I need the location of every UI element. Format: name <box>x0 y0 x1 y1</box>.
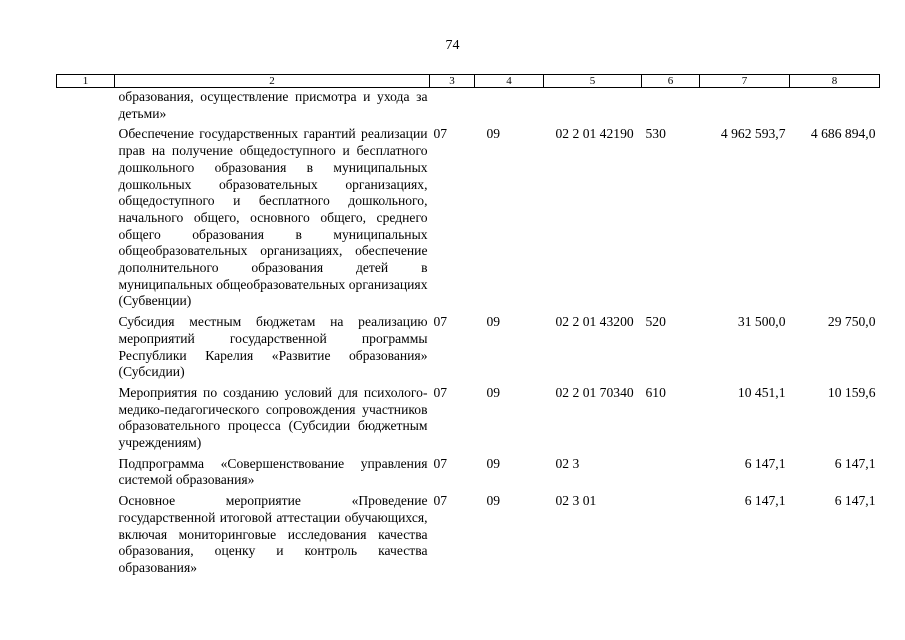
section-code: 07 <box>433 126 448 142</box>
target-article-code: 02 2 01 70340 <box>555 384 634 400</box>
subsection-code: 09 <box>486 493 501 509</box>
expense-type-code: 610 <box>645 384 666 400</box>
table-row <box>57 310 880 381</box>
table-row <box>57 122 880 310</box>
amount-year-2: 4 686 894,0 <box>810 126 876 142</box>
section-code: 07 <box>433 493 448 509</box>
subsection-code <box>475 88 544 123</box>
row-name: Основное мероприятие «Проведение государственной итоговой аттестации обучающихся, включая мониторинговые исследования качества образования, оценку и контроль качества образования» <box>118 493 428 575</box>
subsection-code: 09 <box>486 384 501 400</box>
table-row <box>57 489 880 577</box>
amount-year-2 <box>790 88 880 123</box>
row-name: Субсидия местным бюджетам на реализацию мероприятий государственной программы Республики Карелия «Развитие образования» (Субсидии) <box>118 314 428 380</box>
budget-table <box>56 74 880 577</box>
target-article-code: 02 3 <box>555 455 580 471</box>
target-article-code <box>544 88 642 123</box>
column-header: 5 <box>544 75 642 88</box>
expense-type-code <box>642 88 700 123</box>
column-header: 7 <box>700 75 790 88</box>
expense-type-code: 520 <box>645 314 666 330</box>
amount-year-2: 29 750,0 <box>827 314 876 330</box>
expense-type-code <box>642 489 700 577</box>
target-article-code: 02 2 01 42190 <box>555 126 634 142</box>
amount-year-2: 6 147,1 <box>834 455 876 471</box>
amount-year-1: 6 147,1 <box>744 455 786 471</box>
column-header: 3 <box>430 75 475 88</box>
expense-type-code <box>642 452 700 489</box>
target-article-code: 02 2 01 43200 <box>555 314 634 330</box>
section-code: 07 <box>433 455 448 471</box>
amount-year-1 <box>700 88 790 123</box>
subsection-code: 09 <box>486 455 501 471</box>
section-code <box>430 88 475 123</box>
section-code: 07 <box>433 384 448 400</box>
amount-year-2: 6 147,1 <box>834 493 876 509</box>
amount-year-1: 10 451,1 <box>737 384 786 400</box>
target-article-code: 02 3 01 <box>555 493 597 509</box>
row-name: образования, осуществление присмотра и ухода за детьми» <box>118 89 428 121</box>
subsection-code: 09 <box>486 314 501 330</box>
column-header: 6 <box>642 75 700 88</box>
section-code: 07 <box>433 314 448 330</box>
table-row <box>57 381 880 452</box>
table-row <box>57 88 880 123</box>
column-header: 8 <box>790 75 880 88</box>
expense-type-code: 530 <box>645 126 666 142</box>
table-row <box>57 452 880 489</box>
row-name: Обеспечение государственных гарантий реализации прав на получение общедоступного и бесплатного дошкольного образования в муниципальных дошкольных образовательных организациях, общедоступного и бесплатного дошкольного, начального общего, основного общего, среднего общего образования в муниципальных общеобразовательных организациях, обеспечение дополнительного образования детей в муниципальных общеобразовательных организациях (Субвенции) <box>118 126 428 309</box>
amount-year-1: 31 500,0 <box>737 314 786 330</box>
column-header: 4 <box>475 75 544 88</box>
amount-year-1: 6 147,1 <box>744 493 786 509</box>
column-header: 1 <box>57 75 115 88</box>
page-number: 74 <box>445 38 460 53</box>
subsection-code: 09 <box>486 126 501 142</box>
amount-year-1: 4 962 593,7 <box>720 126 786 142</box>
row-name: Мероприятия по созданию условий для психолого-медико-педагогического сопровождения участников образовательного процесса (Субсидии бюджетным учреждениям) <box>118 384 428 451</box>
amount-year-2: 10 159,6 <box>827 384 876 400</box>
column-header: 2 <box>115 75 430 88</box>
column-number-row <box>57 75 880 88</box>
row-name: Подпрограмма «Совершенствование управления системой образования» <box>118 455 428 488</box>
